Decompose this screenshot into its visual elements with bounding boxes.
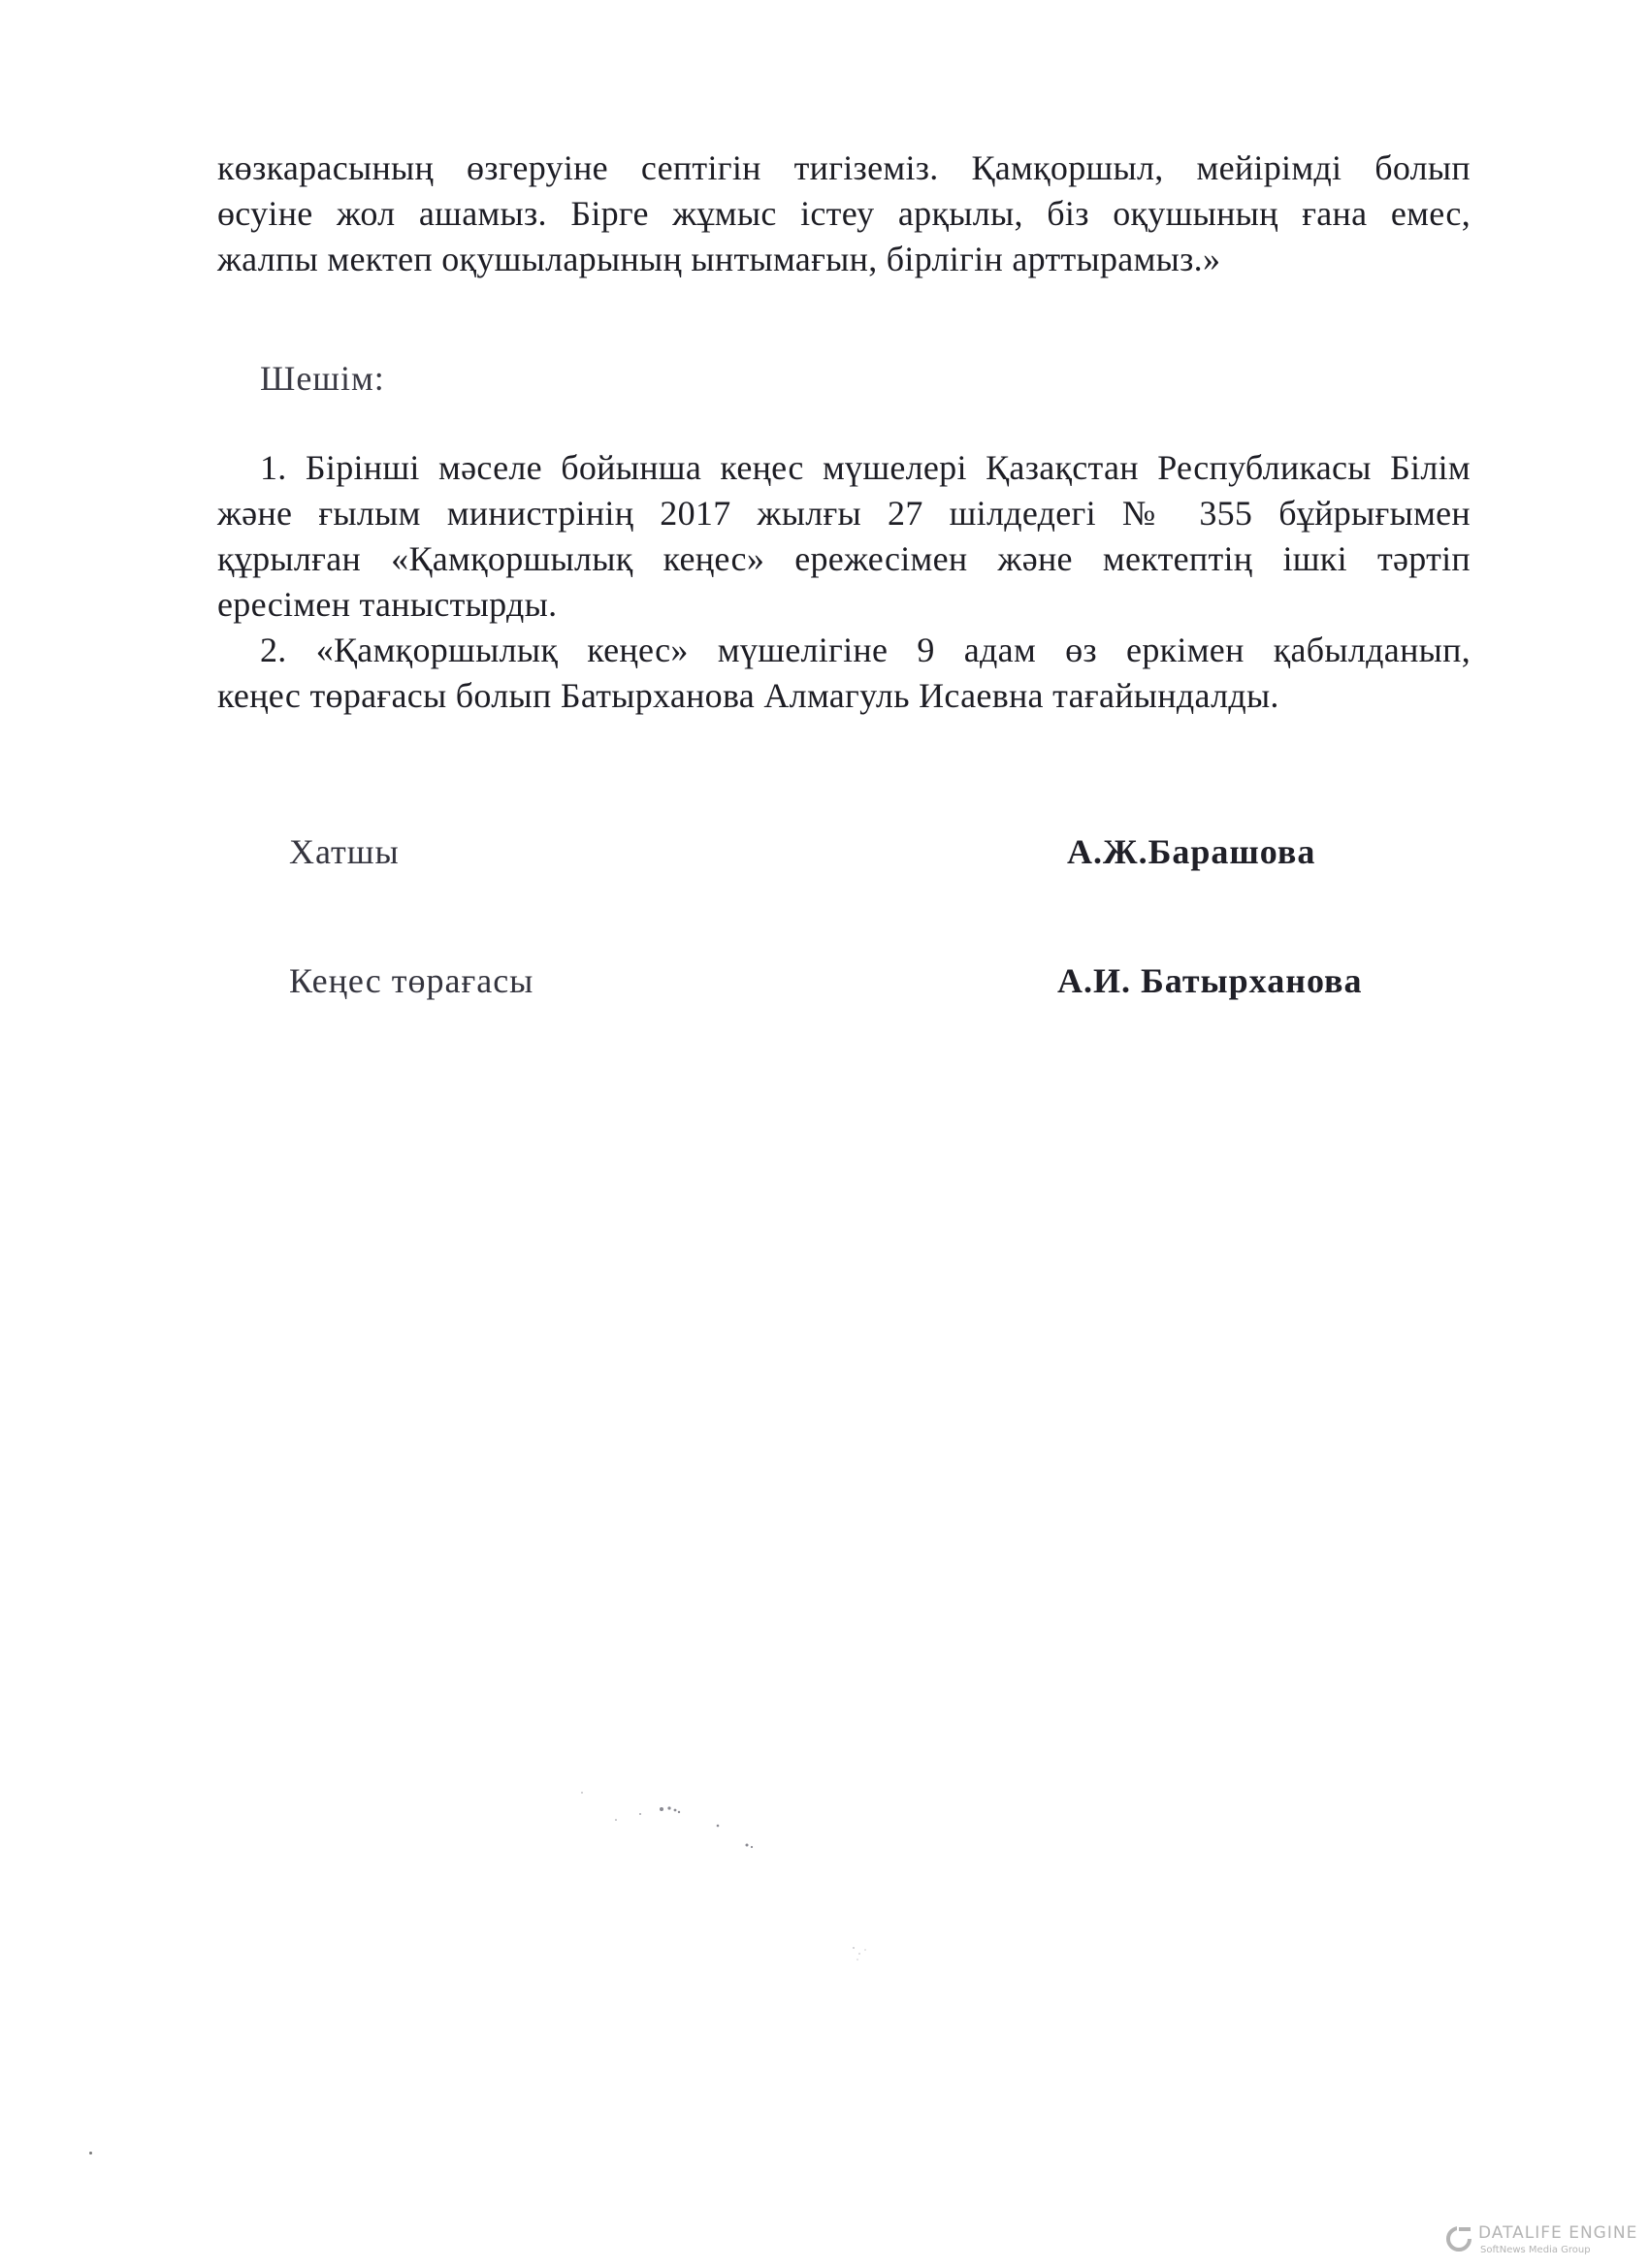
intro-line: өсуіне жол ашамыз. Бірге жұмыс істеу арқылы, біз оқушының ғана емес, bbox=[217, 194, 1471, 233]
decision-item-2 bbox=[217, 628, 1471, 719]
decision-list bbox=[217, 445, 1471, 719]
secretary-name: А.Ж.Барашова bbox=[1067, 832, 1316, 871]
intro-paragraph bbox=[217, 146, 1471, 282]
chair-role: Кеңес төрағасы bbox=[289, 961, 534, 1000]
decision-line: құрылған «Қамқоршылық кеңес» ережесімен және мектептің ішкі тәртіп bbox=[217, 539, 1471, 578]
chair-name: А.И. Батырханова bbox=[1057, 961, 1363, 1000]
watermark-title: DATALIFE ENGINE bbox=[1478, 2223, 1638, 2243]
datalife-logo-icon bbox=[1445, 2225, 1472, 2252]
decision-line: кеңес төрағасы болып Батырханова Алмагуль Исаевна тағайындалды. bbox=[217, 676, 1279, 715]
decision-line: 2. «Қамқоршылық кеңес» мүшелігіне 9 адам өз еркімен қабылданып, bbox=[260, 631, 1471, 669]
decision-line: 1. Бірінші мәселе бойынша кеңес мүшелері Қазақстан Республикасы Білім bbox=[260, 448, 1471, 487]
decision-line: ересімен таныстырды. bbox=[217, 585, 558, 624]
decision-item-1 bbox=[217, 445, 1471, 628]
decision-line: және ғылым министрінің 2017 жылғы 27 шілдедегі № 355 бұйрығымен bbox=[217, 494, 1471, 533]
intro-line: жалпы мектеп оқушыларының ынтымағын, бірлігін арттырамыз.» bbox=[217, 240, 1221, 278]
watermark-subtitle: SoftNews Media Group bbox=[1480, 2245, 1591, 2255]
intro-line: көзкарасының өзгеруіне септігін тигіземіз. Қамқоршыл, мейірімді болып bbox=[217, 148, 1471, 187]
scan-specks bbox=[524, 1785, 912, 1998]
secretary-role: Хатшы bbox=[289, 832, 400, 871]
decision-heading: Шешім: bbox=[260, 359, 385, 398]
watermark bbox=[1445, 2221, 1638, 2260]
scan-dot bbox=[89, 2152, 92, 2155]
